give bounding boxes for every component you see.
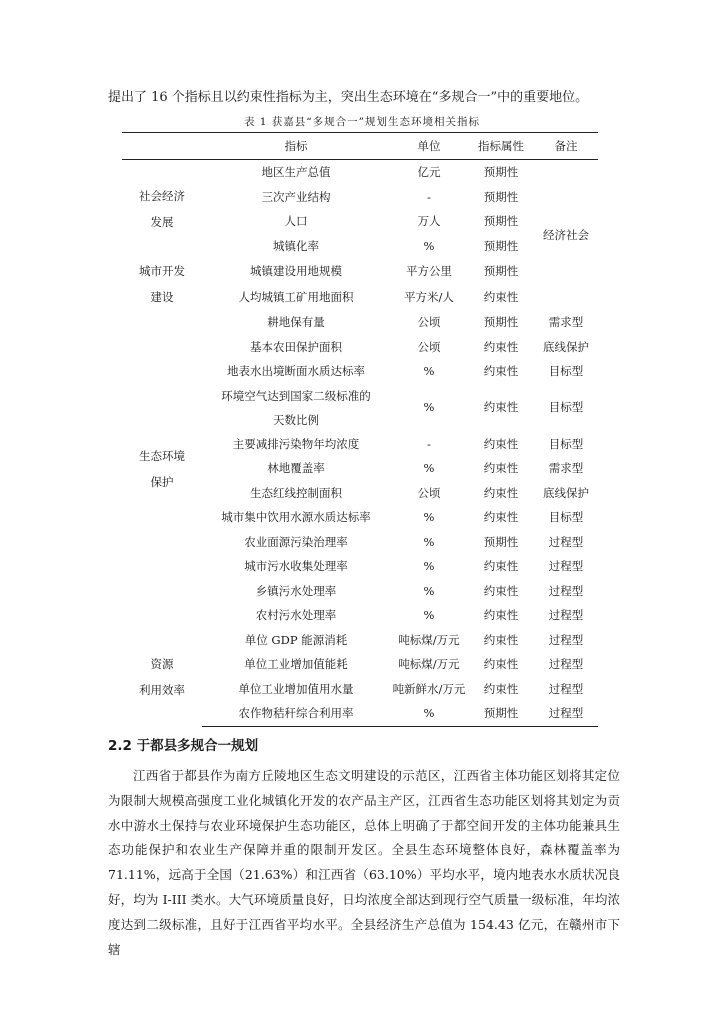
indicator-attr: 约束性 [483, 608, 519, 622]
header-remark: 备注 [534, 133, 598, 160]
indicator-note: 目标型 [548, 510, 584, 524]
indicator-unit: 平方米/人 [404, 289, 454, 304]
indicator-unit: % [423, 510, 435, 524]
indicator-note: 过程型 [534, 701, 598, 726]
indicator-note: 过程型 [548, 632, 584, 647]
indicator-name: 地区生产总值 [261, 165, 331, 179]
indicator-name: 单位工业增加值能耗 [244, 657, 348, 671]
indicator-unit: 吨标煤/万元 [398, 657, 460, 671]
body-paragraph: 江西省于都县作为南方丘陵地区生态文明建设的示范区，江西省主体功能区划将其定位为限制大规模高强度工业化城镇化开发的农产品主产区，江西省生态功能区划将其划定为贡水中游水土保持与农业环境保护生态功能区，总体上明确了于都空间开发的主体功能兼具生态功能保护和农业生产保障并重的限制开发区。全县生态环境整体良好，森林覆盖率为 71.11%，远高于全国（21.63%）和江西省（63.10%）平均水平，境内地表水水质状况良好，均为 I-III 类水。大气环境质量良好，日均浓度全部达到现行空气质量一级标准，年均浓度达到二级标准，且好于江西省平均水平。全县经济生产总值为 154.43 亿元，在赣州市下辖 [108, 768, 620, 957]
header-indicator: 指标 [202, 133, 390, 160]
indicator-unit: % [423, 583, 435, 598]
table-row [122, 258, 598, 284]
indicator-name: 单位工业增加值用水量 [238, 681, 354, 696]
indicator-name: 乡镇污水处理率 [255, 583, 337, 598]
indicator-attr: 约束性 [483, 681, 519, 696]
table-row [122, 310, 598, 335]
remark-merged: 经济社会 [543, 227, 589, 242]
indicator-note: 需求型 [548, 315, 584, 329]
category-social: 社会经济 发展 [139, 189, 185, 229]
indicator-unit: 平方公里 [406, 263, 452, 278]
indicator-note: 过程型 [548, 657, 584, 671]
body-text [108, 764, 620, 962]
category-eco: 生态环境 保护 [139, 448, 185, 489]
indicator-attr: 约束性 [483, 436, 519, 451]
intro-line: 提出了 16 个指标且以约束性指标为主，突出生态环境在“多规合一”中的重要地位。 [108, 90, 589, 105]
indicator-note: 底线保护 [543, 485, 589, 500]
indicator-name: 人均城镇工矿用地面积 [238, 289, 354, 304]
indicator-attr: 约束性 [483, 485, 519, 500]
indicator-note: 目标型 [548, 400, 584, 415]
table-row [122, 628, 598, 653]
indicator-note: 过程型 [548, 559, 584, 573]
indicator-attr: 预期性 [483, 263, 519, 278]
indicator-name: 单位 GDP 能源消耗 [244, 632, 348, 647]
indicator-name: 城镇化率 [273, 238, 319, 253]
indicator-name: 城市集中饮用水源水质达标率 [221, 510, 371, 524]
indicator-unit: 公顷 [417, 339, 441, 354]
indicator-note: 过程型 [548, 608, 584, 622]
indicator-attr: 预期性 [483, 315, 519, 329]
category-urban: 城市开发 建设 [139, 264, 185, 304]
indicator-attr: 约束性 [483, 559, 519, 573]
indicator-unit: % [423, 608, 435, 622]
table-header-row [122, 133, 598, 160]
indicator-unit: - [427, 436, 431, 451]
indicator-unit: % [423, 400, 435, 415]
indicator-attr: 预期性 [483, 534, 519, 549]
indicator-name: 主要减排污染物年均浓度 [232, 436, 360, 451]
indicator-unit: - [427, 189, 431, 204]
indicator-attr: 预期性 [483, 214, 519, 228]
indicator-note: 过程型 [548, 583, 584, 598]
indicator-name: 林地覆盖率 [267, 461, 325, 475]
indicator-attr: 预期性 [483, 238, 519, 253]
indicator-unit: 吨新鲜水/万元 [392, 681, 466, 696]
indicator-unit: % [390, 701, 468, 726]
category-resource: 资源 利用效率 [139, 656, 185, 697]
section-heading: 2.2 于都县多规合一规划 [108, 738, 259, 754]
header-unit: 单位 [390, 133, 468, 160]
indicator-unit: % [423, 238, 435, 253]
indicator-name: 城镇建设用地规模 [250, 263, 342, 278]
indicator-note: 过程型 [548, 534, 584, 549]
header-category [122, 133, 202, 160]
indicator-name: 农业面源污染治理率 [244, 534, 348, 549]
indicator-name: 基本农田保护面积 [250, 339, 342, 354]
indicator-attr: 约束性 [483, 364, 519, 378]
indicator-name: 三次产业结构 [261, 189, 331, 204]
indicator-unit: % [423, 461, 435, 475]
indicator-name: 环境空气达到国家二级标准的 天数比例 [221, 388, 371, 427]
indicator-note: 目标型 [548, 436, 584, 451]
indicator-attr: 约束性 [483, 400, 519, 415]
indicator-attr: 约束性 [483, 657, 519, 671]
indicator-attr: 预期性 [483, 189, 519, 204]
indicator-name: 农村污水处理率 [255, 608, 337, 622]
indicator-table [122, 132, 598, 727]
indicator-note: 过程型 [548, 681, 584, 696]
indicator-attr: 约束性 [483, 510, 519, 524]
indicator-unit: 公顷 [417, 315, 441, 329]
table-caption: 表 1 获嘉县“多规合一”规划生态环境相关指标 [243, 116, 481, 128]
indicator-unit: 吨标煤/万元 [398, 632, 460, 647]
indicator-name: 城市污水收集处理率 [244, 559, 348, 573]
indicator-name: 耕地保有量 [267, 315, 325, 329]
indicator-unit: % [423, 534, 435, 549]
indicator-name: 农作物秸秆综合利用率 [202, 701, 390, 726]
indicator-unit: 公顷 [417, 485, 441, 500]
indicator-unit: 万人 [417, 214, 441, 228]
indicator-unit: % [423, 559, 435, 573]
indicator-attr: 约束性 [483, 461, 519, 475]
header-attribute: 指标属性 [468, 133, 534, 160]
indicator-attr: 约束性 [483, 583, 519, 598]
indicator-note: 底线保护 [543, 339, 589, 354]
indicator-name: 生态红线控制面积 [250, 485, 342, 500]
indicator-note: 目标型 [548, 364, 584, 378]
indicator-unit: 亿元 [417, 165, 441, 179]
indicator-attr: 预期性 [468, 701, 534, 726]
indicator-attr: 预期性 [483, 165, 519, 179]
indicator-name: 地表水出境断面水质达标率 [227, 364, 365, 378]
indicator-attr: 约束性 [483, 339, 519, 354]
indicator-attr: 约束性 [483, 289, 519, 304]
indicator-attr: 约束性 [483, 632, 519, 647]
indicator-note: 需求型 [548, 461, 584, 475]
table-row [122, 160, 598, 185]
indicator-unit: % [423, 364, 435, 378]
indicator-name: 人口 [284, 214, 308, 228]
